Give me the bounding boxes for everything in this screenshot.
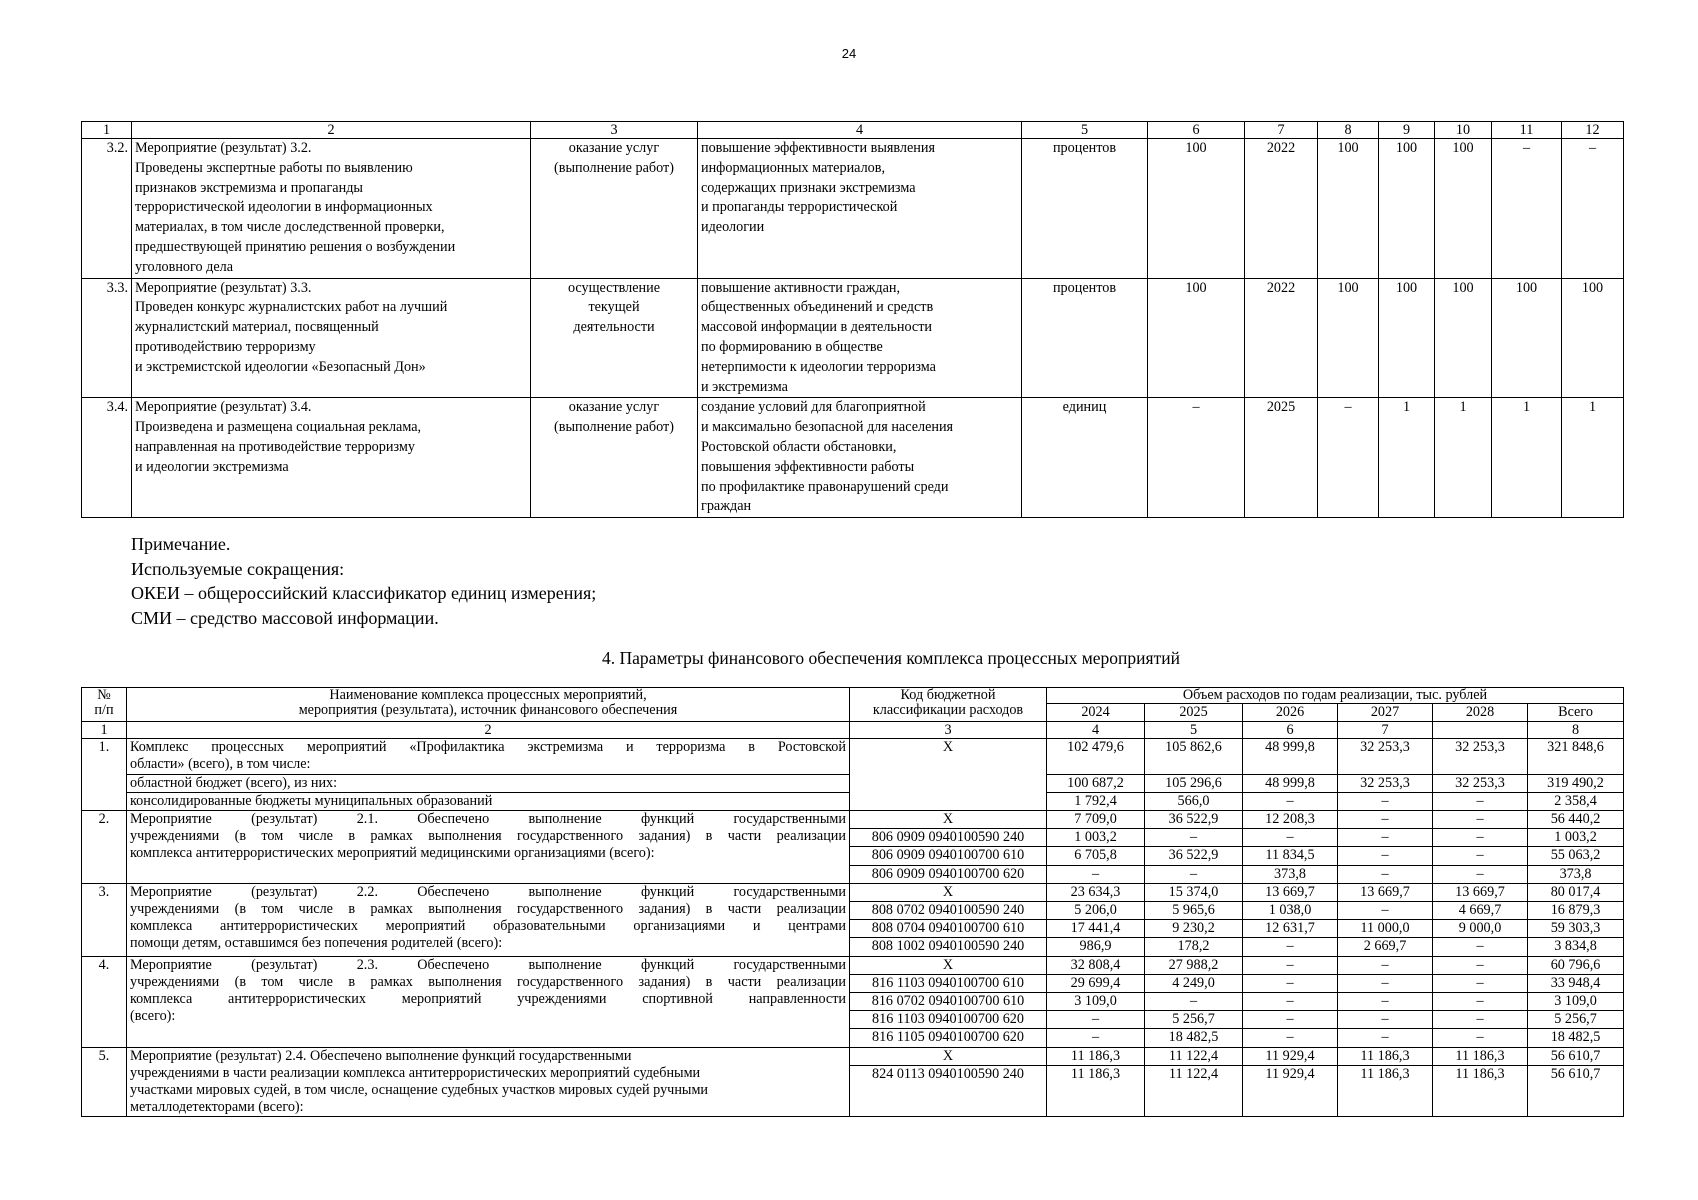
value-cell: 4 249,0 bbox=[1145, 974, 1243, 992]
value-cell: – bbox=[1338, 865, 1433, 883]
value-cell: 36 522,9 bbox=[1145, 811, 1243, 829]
value-cell: 55 063,2 bbox=[1528, 847, 1624, 865]
value-cell: – bbox=[1433, 974, 1528, 992]
value-cell: 100 bbox=[1318, 139, 1379, 279]
financing-table bbox=[81, 687, 1624, 1117]
value-cell: 13 669,7 bbox=[1338, 883, 1433, 901]
budget-code: 806 0909 0940100700 620 bbox=[850, 865, 1047, 883]
value-cell: – bbox=[1243, 974, 1338, 992]
value-cell: 100 bbox=[1379, 139, 1435, 279]
table-header-row bbox=[82, 122, 1624, 139]
event-type: оказание услуг (выполнение работ) bbox=[531, 398, 698, 518]
value-cell: 9 000,0 bbox=[1433, 920, 1528, 938]
event-name: Мероприятие (результат) 3.4. Произведена и размещена социальная реклама, направленная на противодействие терроризму и идеологии экстремизма bbox=[132, 398, 531, 518]
value-cell: 23 634,3 bbox=[1047, 883, 1145, 901]
row-number: 3.2. bbox=[82, 139, 132, 279]
value-cell: – bbox=[1433, 1029, 1528, 1047]
table-row bbox=[82, 398, 1624, 518]
value-cell: – bbox=[1243, 829, 1338, 847]
value-cell: 1 bbox=[1562, 398, 1624, 518]
table-row bbox=[82, 278, 1624, 398]
value-cell: 48 999,8 bbox=[1243, 774, 1338, 792]
value-cell: 100 bbox=[1379, 278, 1435, 398]
header-cell: 11 bbox=[1492, 122, 1562, 139]
budget-code: 806 0909 0940100700 610 bbox=[850, 847, 1047, 865]
header-cell: Код бюджетной классификации расходов bbox=[850, 688, 1047, 722]
index-cell: 4 bbox=[1047, 722, 1145, 739]
value-cell: 15 374,0 bbox=[1145, 883, 1243, 901]
header-cell: 6 bbox=[1148, 122, 1245, 139]
table-header-row bbox=[82, 688, 1624, 704]
value-cell: 56 610,7 bbox=[1528, 1047, 1624, 1066]
value-cell: 16 879,3 bbox=[1528, 902, 1624, 920]
value-cell: 7 709,0 bbox=[1047, 811, 1145, 829]
unit: процентов bbox=[1022, 278, 1148, 398]
budget-code: 806 0909 0940100590 240 bbox=[850, 829, 1047, 847]
value-cell: 373,8 bbox=[1528, 865, 1624, 883]
header-cell: 3 bbox=[531, 122, 698, 139]
budget-code: 808 1002 0940100590 240 bbox=[850, 938, 1047, 956]
value-cell: 11 186,3 bbox=[1047, 1066, 1145, 1117]
table-row bbox=[82, 139, 1624, 279]
value-cell: 321 848,6 bbox=[1528, 739, 1624, 774]
year-header: 2025 bbox=[1145, 704, 1243, 722]
index-cell bbox=[1433, 722, 1528, 739]
value-cell: – bbox=[1433, 1011, 1528, 1029]
value-cell: 2022 bbox=[1245, 139, 1318, 279]
note-line: Примечание. bbox=[131, 534, 231, 554]
value-cell: 4 669,7 bbox=[1433, 902, 1528, 920]
note-block bbox=[131, 532, 596, 630]
budget-code: Х bbox=[850, 883, 1047, 901]
event-description: повышение активности граждан, общественных объединений и средств массовой информации в деятельности по формированию в обществе нетерпимости к идеологии терроризма и экстремизма bbox=[698, 278, 1022, 398]
value-cell: – bbox=[1243, 993, 1338, 1011]
value-cell: – bbox=[1433, 829, 1528, 847]
value-cell: 2022 bbox=[1245, 278, 1318, 398]
value-cell: 11 186,3 bbox=[1433, 1066, 1528, 1117]
value-cell: – bbox=[1243, 1029, 1338, 1047]
value-cell: 5 965,6 bbox=[1145, 902, 1243, 920]
budget-code: Х bbox=[850, 739, 1047, 811]
value-cell: 11 122,4 bbox=[1145, 1066, 1243, 1117]
value-cell: 11 929,4 bbox=[1243, 1066, 1338, 1117]
value-cell: 100 bbox=[1435, 139, 1492, 279]
value-cell: 32 253,3 bbox=[1433, 774, 1528, 792]
header-cell: 5 bbox=[1022, 122, 1148, 139]
value-cell: – bbox=[1145, 993, 1243, 1011]
value-cell: 11 186,3 bbox=[1338, 1047, 1433, 1066]
table-row bbox=[82, 739, 1624, 774]
value-cell: 2 358,4 bbox=[1528, 792, 1624, 810]
event-description: повышение эффективности выявления информационных материалов, содержащих признаки экстремизма и пропаганды террористической идеологии bbox=[698, 139, 1022, 279]
value-cell: 1 003,2 bbox=[1528, 829, 1624, 847]
page-number: 24 bbox=[841, 46, 857, 61]
value-cell: 100 687,2 bbox=[1047, 774, 1145, 792]
value-cell: 6 705,8 bbox=[1047, 847, 1145, 865]
header-cell: 1 bbox=[82, 122, 132, 139]
value-cell: 11 834,5 bbox=[1243, 847, 1338, 865]
budget-code: Х bbox=[850, 811, 1047, 829]
funding-source: консолидированные бюджеты муниципальных образований bbox=[127, 792, 850, 810]
index-cell: 2 bbox=[127, 722, 850, 739]
note-line: СМИ – средство массовой информации. bbox=[131, 607, 439, 628]
value-cell: – bbox=[1433, 956, 1528, 974]
table-index-row bbox=[82, 722, 1624, 739]
value-cell: – bbox=[1338, 993, 1433, 1011]
value-cell: – bbox=[1243, 792, 1338, 810]
year-header: 2026 bbox=[1243, 704, 1338, 722]
value-cell: – bbox=[1338, 1011, 1433, 1029]
value-cell: 100 bbox=[1492, 278, 1562, 398]
header-cell: 7 bbox=[1245, 122, 1318, 139]
value-cell: 319 490,2 bbox=[1528, 774, 1624, 792]
value-cell: 3 834,8 bbox=[1528, 938, 1624, 956]
unit: процентов bbox=[1022, 139, 1148, 279]
value-cell: – bbox=[1338, 792, 1433, 810]
value-cell: – bbox=[1338, 1029, 1433, 1047]
event-type: осуществление текущей деятельности bbox=[531, 278, 698, 398]
budget-code: 808 0702 0940100590 240 bbox=[850, 902, 1047, 920]
value-cell: – bbox=[1338, 847, 1433, 865]
event-name: Мероприятие (результат) 2.4. Обеспечено выполнение функций государственными учреждениями в части реализации комплекса антитеррористических мероприятий судебными участками мировых судей, в том числе, оснащение судебных участков мировых судей ручными металлодетекторами (всего): bbox=[127, 1047, 850, 1117]
event-name: Мероприятие (результат) 3.2. Проведены экспертные работы по выявлению признаков экстремизма и пропаганды террористической идеологии в информационных материалах, в том числе доследственной проверки, предшествующей принятию решения о возбуждении уголовного дела bbox=[132, 139, 531, 279]
value-cell: 59 303,3 bbox=[1528, 920, 1624, 938]
budget-code: 816 1103 0940100700 620 bbox=[850, 1011, 1047, 1029]
value-cell: – bbox=[1433, 865, 1528, 883]
value-cell: – bbox=[1318, 398, 1379, 518]
header-cell: 8 bbox=[1318, 122, 1379, 139]
value-cell: 12 631,7 bbox=[1243, 920, 1338, 938]
funding-source: областной бюджет (всего), из них: bbox=[127, 774, 850, 792]
value-cell: 373,8 bbox=[1243, 865, 1338, 883]
row-number: 2. bbox=[82, 811, 127, 884]
value-cell: 100 bbox=[1148, 278, 1245, 398]
header-cell: Наименование комплекса процессных мероприятий, мероприятия (результата), источник финансового обеспечения bbox=[127, 688, 850, 722]
value-cell: 2 669,7 bbox=[1338, 938, 1433, 956]
value-cell: – bbox=[1148, 398, 1245, 518]
note-line: Используемые сокращения: bbox=[131, 558, 345, 579]
value-cell: 32 253,3 bbox=[1338, 774, 1433, 792]
value-cell: 100 bbox=[1148, 139, 1245, 279]
index-cell: 7 bbox=[1338, 722, 1433, 739]
event-description: создание условий для благоприятной и максимально безопасной для населения Ростовской области обстановки, повышения эффективности работы по профилактике правонарушений среди граждан bbox=[698, 398, 1022, 518]
value-cell: 105 296,6 bbox=[1145, 774, 1243, 792]
index-cell: 6 bbox=[1243, 722, 1338, 739]
event-name: Мероприятие (результат) 2.2. Обеспечено выполнение функций государственными учреждениями (в том числе в рамках выполнения государственного задания) в части реализации комплекса антитеррористических мероприятий образовательными организациями и центрами помощи детям, оставшимся без попечения родителей (всего): bbox=[127, 883, 850, 956]
event-name: Мероприятие (результат) 2.1. Обеспечено выполнение функций государственными учреждениями (в том числе в рамках выполнения государственного задания) в части реализации комплекса антитеррористических мероприятий медицинскими организациями (всего): bbox=[127, 811, 850, 884]
value-cell: 2025 bbox=[1245, 398, 1318, 518]
row-number: 3.4. bbox=[82, 398, 132, 518]
value-cell: 5 206,0 bbox=[1047, 902, 1145, 920]
value-cell: 13 669,7 bbox=[1433, 883, 1528, 901]
year-header: Всего bbox=[1528, 704, 1624, 722]
table-row bbox=[82, 1047, 1624, 1066]
value-cell: 11 186,3 bbox=[1433, 1047, 1528, 1066]
index-cell: 3 bbox=[850, 722, 1047, 739]
value-cell: – bbox=[1145, 829, 1243, 847]
value-cell: 105 862,6 bbox=[1145, 739, 1243, 774]
value-cell: 3 109,0 bbox=[1047, 993, 1145, 1011]
value-cell: 100 bbox=[1318, 278, 1379, 398]
value-cell: 11 186,3 bbox=[1047, 1047, 1145, 1066]
budget-code: 824 0113 0940100590 240 bbox=[850, 1066, 1047, 1117]
value-cell: 986,9 bbox=[1047, 938, 1145, 956]
event-name: Комплекс процессных мероприятий «Профилактика экстремизма и терроризма в Ростовской области» (всего), в том числе: bbox=[127, 739, 850, 774]
budget-code: 816 1103 0940100700 610 bbox=[850, 974, 1047, 992]
value-cell: 27 988,2 bbox=[1145, 956, 1243, 974]
budget-code: Х bbox=[850, 1047, 1047, 1066]
header-cell: 2 bbox=[132, 122, 531, 139]
value-cell: 17 441,4 bbox=[1047, 920, 1145, 938]
value-cell: 80 017,4 bbox=[1528, 883, 1624, 901]
value-cell: 60 796,6 bbox=[1528, 956, 1624, 974]
value-cell: – bbox=[1047, 865, 1145, 883]
table-row bbox=[82, 811, 1624, 829]
row-number: 1. bbox=[82, 739, 127, 811]
value-cell: – bbox=[1338, 829, 1433, 847]
event-type: оказание услуг (выполнение работ) bbox=[531, 139, 698, 279]
value-cell: – bbox=[1433, 938, 1528, 956]
value-cell: – bbox=[1433, 811, 1528, 829]
value-cell: 5 256,7 bbox=[1528, 1011, 1624, 1029]
table-row bbox=[82, 956, 1624, 974]
value-cell: 48 999,8 bbox=[1243, 739, 1338, 774]
value-cell: 100 bbox=[1562, 278, 1624, 398]
row-number: 4. bbox=[82, 956, 127, 1047]
value-cell: 1 003,2 bbox=[1047, 829, 1145, 847]
note-line: ОКЕИ – общероссийский классификатор единиц измерения; bbox=[131, 583, 597, 603]
value-cell: 36 522,9 bbox=[1145, 847, 1243, 865]
event-name: Мероприятие (результат) 3.3. Проведен конкурс журналистских работ на лучший журналистский материал, посвященный противодействию терроризму и экстремистской идеологии «Безопасный Дон» bbox=[132, 278, 531, 398]
header-cell: 12 bbox=[1562, 122, 1624, 139]
value-cell: 29 699,4 bbox=[1047, 974, 1145, 992]
budget-code: 808 0704 0940100700 610 bbox=[850, 920, 1047, 938]
value-cell: – bbox=[1492, 139, 1562, 279]
row-number: 3. bbox=[82, 883, 127, 956]
value-cell: 100 bbox=[1435, 278, 1492, 398]
value-cell: 11 186,3 bbox=[1338, 1066, 1433, 1117]
value-cell: – bbox=[1243, 938, 1338, 956]
value-cell: 13 669,7 bbox=[1243, 883, 1338, 901]
value-cell: 566,0 bbox=[1145, 792, 1243, 810]
indicators-table bbox=[81, 121, 1624, 518]
value-cell: – bbox=[1338, 811, 1433, 829]
year-header: 2028 bbox=[1433, 704, 1528, 722]
value-cell: – bbox=[1338, 902, 1433, 920]
value-cell: 1 bbox=[1379, 398, 1435, 518]
value-cell: – bbox=[1243, 1011, 1338, 1029]
value-cell: – bbox=[1338, 956, 1433, 974]
header-cell: 4 bbox=[698, 122, 1022, 139]
value-cell: 18 482,5 bbox=[1528, 1029, 1624, 1047]
value-cell: – bbox=[1145, 865, 1243, 883]
value-cell: 33 948,4 bbox=[1528, 974, 1624, 992]
budget-code: 816 0702 0940100700 610 bbox=[850, 993, 1047, 1011]
section-title: 4. Параметры финансового обеспечения комплекса процессных мероприятий bbox=[602, 648, 1180, 668]
value-cell: 1 bbox=[1435, 398, 1492, 518]
value-cell: – bbox=[1047, 1011, 1145, 1029]
value-cell: 11 929,4 bbox=[1243, 1047, 1338, 1066]
index-cell: 1 bbox=[82, 722, 127, 739]
header-cell: № п/п bbox=[82, 688, 127, 722]
value-cell: 178,2 bbox=[1145, 938, 1243, 956]
value-cell: 5 256,7 bbox=[1145, 1011, 1243, 1029]
row-number: 3.3. bbox=[82, 278, 132, 398]
value-cell: 12 208,3 bbox=[1243, 811, 1338, 829]
value-cell: 3 109,0 bbox=[1528, 993, 1624, 1011]
value-cell: 32 253,3 bbox=[1433, 739, 1528, 774]
value-cell: 18 482,5 bbox=[1145, 1029, 1243, 1047]
value-cell: – bbox=[1433, 792, 1528, 810]
header-cell: 9 bbox=[1379, 122, 1435, 139]
value-cell: – bbox=[1562, 139, 1624, 279]
value-cell: – bbox=[1243, 956, 1338, 974]
value-cell: – bbox=[1338, 974, 1433, 992]
value-cell: 56 440,2 bbox=[1528, 811, 1624, 829]
index-cell: 8 bbox=[1528, 722, 1624, 739]
event-name: Мероприятие (результат) 2.3. Обеспечено выполнение функций государственными учреждениями (в том числе в рамках выполнения государственного задания) в части реализации комплекса антитеррористических мероприятий учреждениями спортивной направленности (всего): bbox=[127, 956, 850, 1047]
year-header: 2027 bbox=[1338, 704, 1433, 722]
header-cell: 10 bbox=[1435, 122, 1492, 139]
value-cell: 102 479,6 bbox=[1047, 739, 1145, 774]
unit: единиц bbox=[1022, 398, 1148, 518]
value-cell: 32 808,4 bbox=[1047, 956, 1145, 974]
value-cell: 9 230,2 bbox=[1145, 920, 1243, 938]
value-cell: 11 000,0 bbox=[1338, 920, 1433, 938]
index-cell: 5 bbox=[1145, 722, 1243, 739]
value-cell: 32 253,3 bbox=[1338, 739, 1433, 774]
value-cell: – bbox=[1433, 993, 1528, 1011]
budget-code: Х bbox=[850, 956, 1047, 974]
year-header: 2024 bbox=[1047, 704, 1145, 722]
value-cell: 1 038,0 bbox=[1243, 902, 1338, 920]
table-row bbox=[82, 883, 1624, 901]
value-cell: – bbox=[1433, 847, 1528, 865]
value-cell: 56 610,7 bbox=[1528, 1066, 1624, 1117]
value-cell: 1 bbox=[1492, 398, 1562, 518]
value-cell: 1 792,4 bbox=[1047, 792, 1145, 810]
row-number: 5. bbox=[82, 1047, 127, 1117]
header-cell: Объем расходов по годам реализации, тыс. рублей bbox=[1047, 688, 1624, 704]
budget-code: 816 1105 0940100700 620 bbox=[850, 1029, 1047, 1047]
value-cell: – bbox=[1047, 1029, 1145, 1047]
value-cell: 11 122,4 bbox=[1145, 1047, 1243, 1066]
